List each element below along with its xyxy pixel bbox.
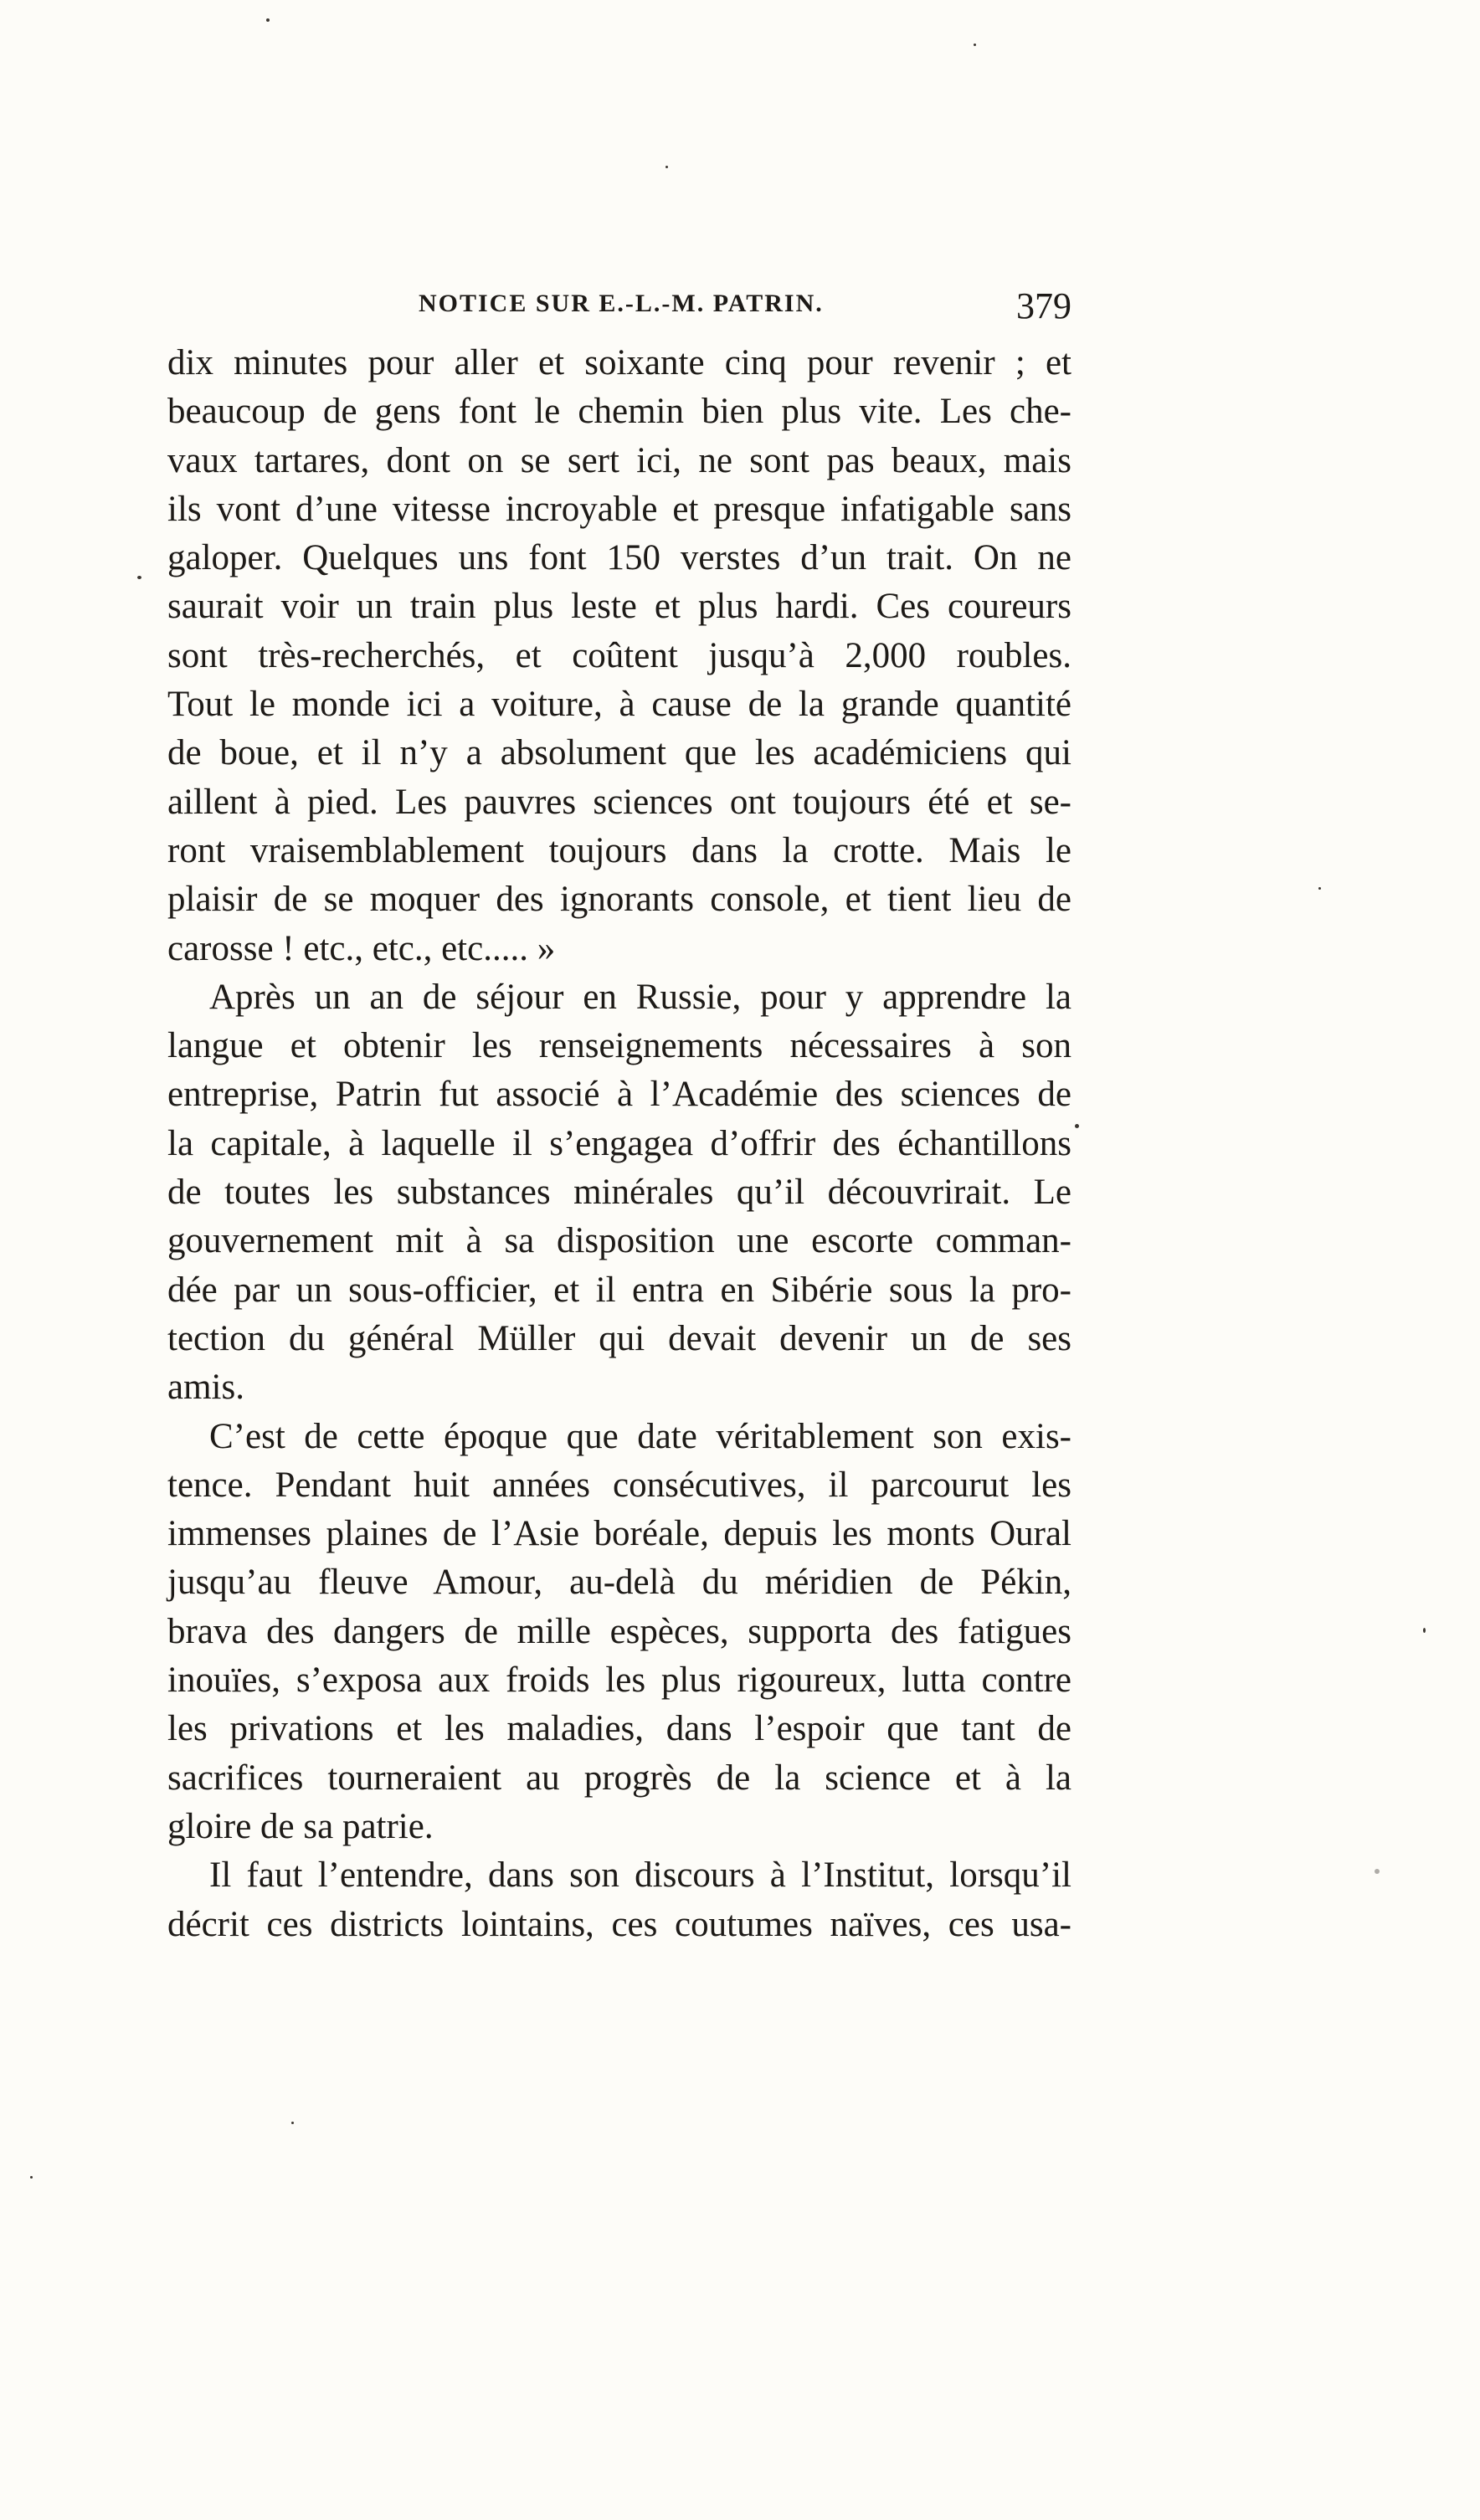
body-text — [167, 339, 1071, 1949]
text-line: la capitale, à laquelle il s’engagea d’offrir des échantillons — [167, 1123, 1071, 1163]
text-line: entreprise, Patrin fut associé à l’Académie des sciences de — [167, 1075, 1071, 1115]
scan-speck — [1423, 1628, 1426, 1633]
running-head — [176, 285, 1071, 335]
scan-speck — [30, 2176, 33, 2179]
scan-speck — [266, 18, 270, 22]
text-line: de toutes les substances minérales qu’il découvrirait. Le — [167, 1173, 1071, 1213]
text-line: inouïes, s’exposa aux froids les plus rigoureux, lutta contre — [167, 1660, 1071, 1701]
running-title: NOTICE SUR E.-L.-M. PATRIN. — [419, 290, 824, 317]
text-line: plaisir de se moquer des ignorants console, et tient lieu de — [167, 880, 1071, 920]
text-line: ils vont d’une vitesse incroyable et presque infatigable sans — [167, 489, 1071, 529]
text-line: beaucoup de gens font le chemin bien plus vite. Les che- — [167, 392, 1071, 432]
text-line: immenses plaines de l’Asie boréale, depuis les monts Oural — [167, 1514, 1071, 1554]
text-line: Tout le monde ici a voiture, à cause de la grande quantité — [167, 685, 1071, 725]
text-line: les privations et les maladies, dans l’espoir que tant de — [167, 1709, 1071, 1749]
text-line: gouvernement mit à sa disposition une escorte comman- — [167, 1221, 1071, 1261]
scan-speck — [665, 166, 668, 168]
text-line: C’est de cette époque que date véritablement son exis- — [209, 1416, 1071, 1456]
text-line: dix minutes pour aller et soixante cinq pour revenir ; et — [167, 343, 1071, 382]
text-line: sacrifices tourneraient au progrès de la science et à la — [167, 1758, 1071, 1798]
scan-speck — [137, 576, 141, 579]
text-line: saurait voir un train plus leste et plus hardi. Ces coureurs — [167, 587, 1071, 627]
text-line: jusqu’au fleuve Amour, au-delà du méridien de Pékin, — [167, 1563, 1071, 1603]
text-line: tence. Pendant huit années consécutives, il parcourut les — [167, 1465, 1071, 1505]
scan-speck — [1075, 1124, 1079, 1128]
text-line: gloire de sa patrie. — [167, 1806, 434, 1846]
scan-speck — [1375, 1869, 1380, 1874]
text-line: amis. — [167, 1368, 244, 1408]
text-line: Après un an de séjour en Russie, pour y apprendre la — [209, 977, 1071, 1017]
text-line: vaux tartares, dont on se sert ici, ne sont pas beaux, mais — [167, 440, 1071, 480]
text-line: langue et obtenir les renseignements nécessaires à son — [167, 1026, 1071, 1066]
text-line: ront vraisemblablement toujours dans la crotte. Mais le — [167, 830, 1071, 870]
text-line: sont très-recherchés, et coûtent jusqu’à 2,000 roubles. — [167, 635, 1071, 675]
text-line: Il faut l’entendre, dans son discours à l’Institut, lorsqu’il — [209, 1855, 1071, 1896]
scan-speck — [291, 2122, 294, 2124]
scan-speck — [1318, 887, 1321, 890]
text-line: galoper. Quelques uns font 150 verstes d’un trait. On ne — [167, 538, 1071, 578]
text-line: aillent à pied. Les pauvres sciences ont toujours été et se- — [167, 782, 1071, 822]
scan-speck — [974, 44, 976, 46]
text-line: de boue, et il n’y a absolument que les académiciens qui — [167, 733, 1071, 773]
text-line: tection du général Müller qui devait devenir un de ses — [167, 1318, 1071, 1358]
text-line: brava des dangers de mille espèces, supporta des fatigues — [167, 1611, 1071, 1651]
text-line: carosse ! etc., etc., etc..... » — [167, 928, 556, 968]
page-number: 379 — [1016, 285, 1071, 326]
text-line: dée par un sous-officier, et il entra en Sibérie sous la pro- — [167, 1270, 1071, 1310]
text-line: décrit ces districts lointains, ces coutumes naïves, ces usa- — [167, 1904, 1071, 1944]
